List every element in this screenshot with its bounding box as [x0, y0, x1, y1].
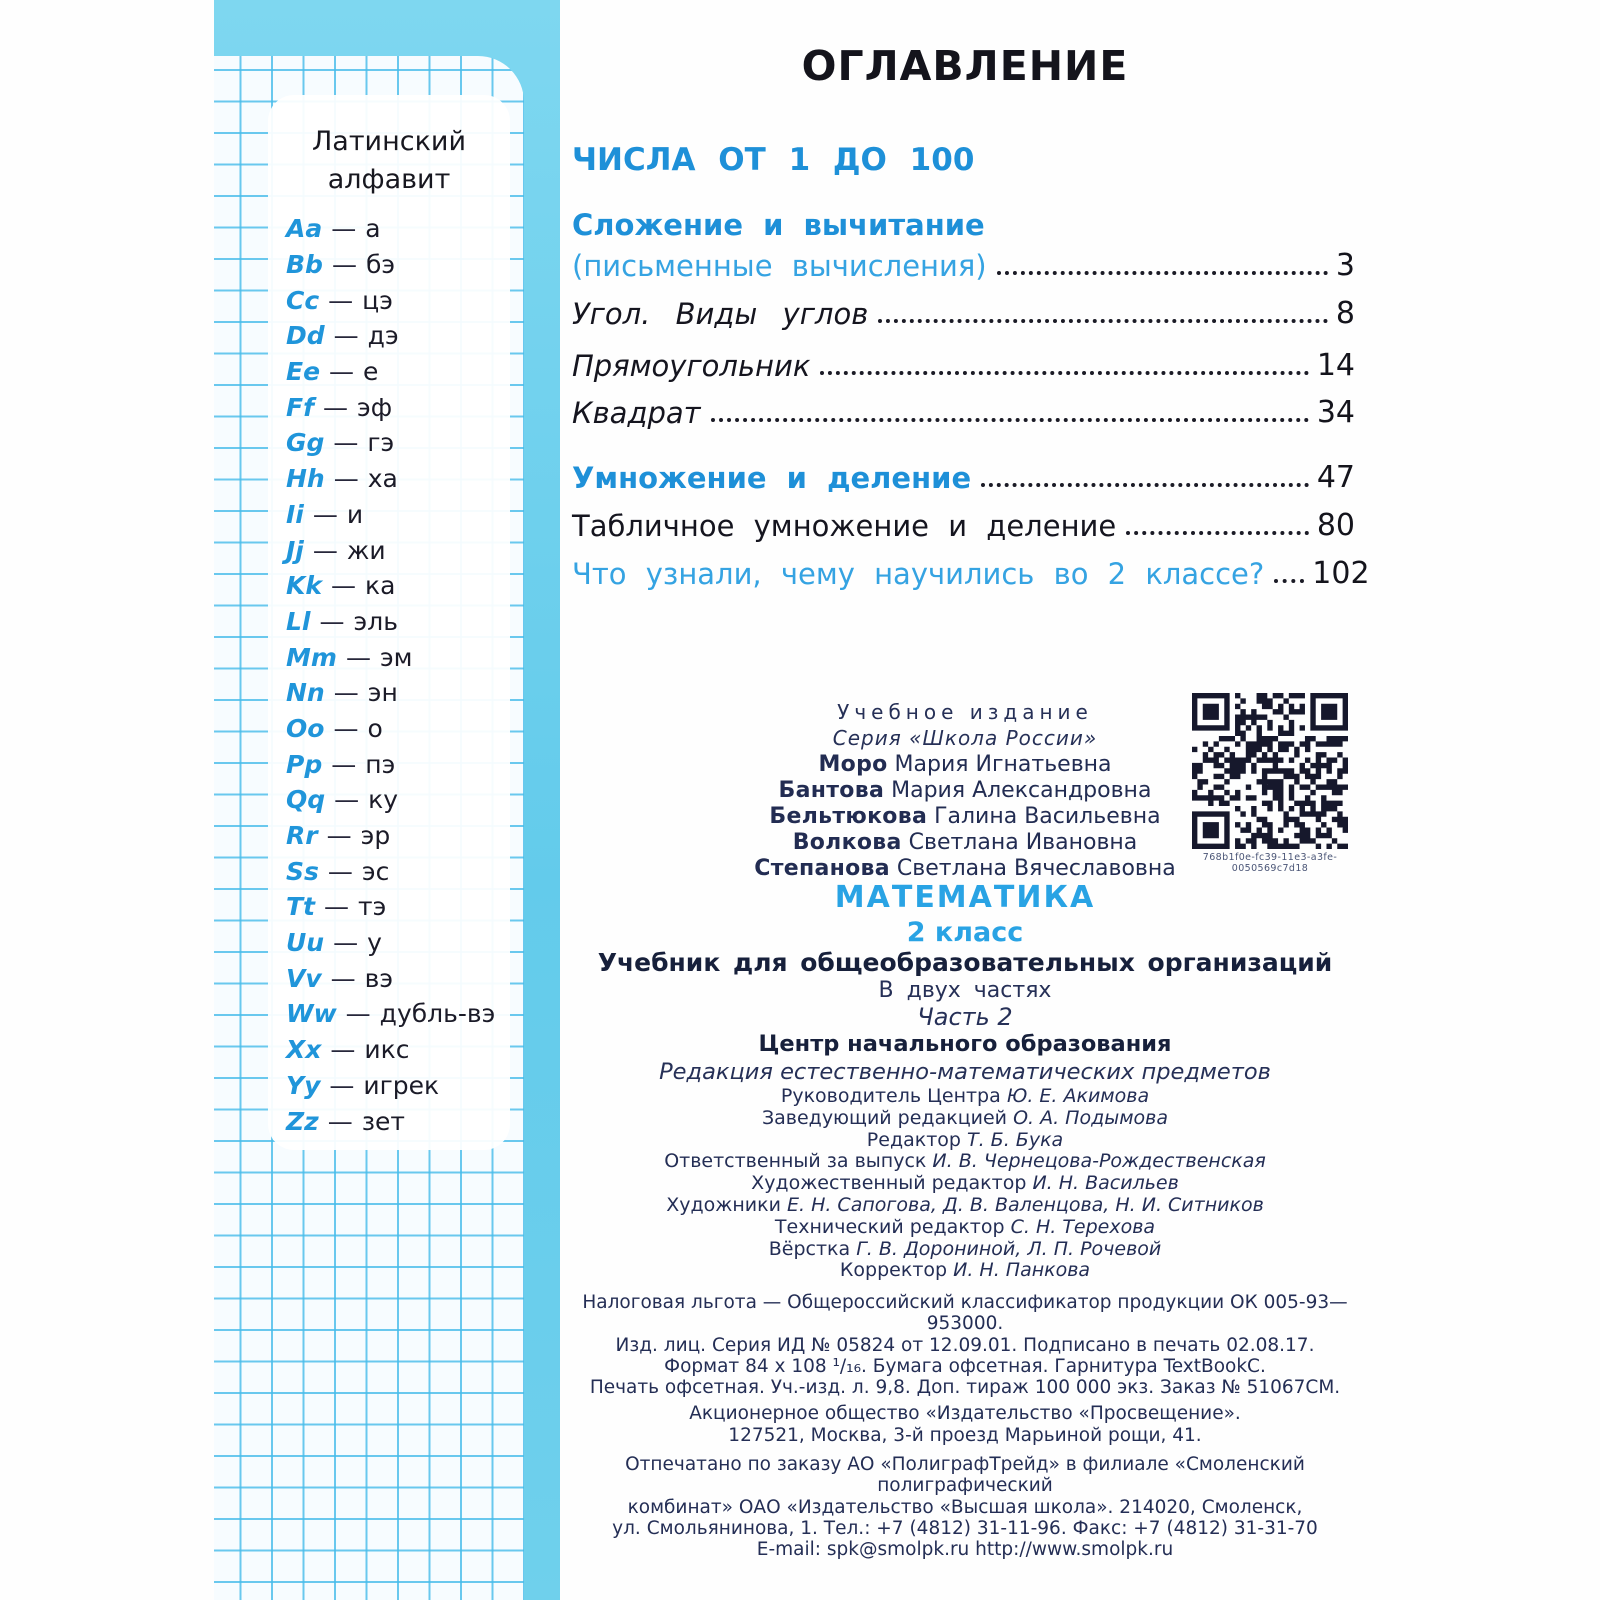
dash: —	[330, 1035, 356, 1065]
toc-entry-label: Квадрат	[572, 396, 701, 430]
book-part: Часть 2	[917, 1003, 1013, 1031]
letter-name: гэ	[367, 428, 395, 458]
latin-letter-pair: Dd	[286, 321, 325, 351]
book-title: МАТЕМАТИКА	[834, 880, 1096, 915]
credit-role: Редактор	[866, 1128, 961, 1151]
dash: —	[333, 713, 359, 743]
edition-label: Учебное издание	[837, 700, 1093, 724]
alphabet-row	[286, 354, 510, 390]
dash: —	[331, 214, 357, 244]
toc-entry	[572, 296, 1355, 331]
alphabet-row	[286, 1103, 510, 1139]
letter-name: дубль-вэ	[379, 999, 496, 1029]
letter-name: икс	[364, 1035, 410, 1065]
alphabet-row	[286, 318, 510, 354]
credit-name: С. Н. Терехова	[1010, 1215, 1156, 1238]
author-name: Светлана Вячеславовна	[896, 856, 1176, 881]
letter-name: тэ	[358, 892, 387, 922]
credit-name: И. В. Чернецова-Рождественская	[932, 1150, 1266, 1173]
toc-page-number: 80	[1316, 508, 1355, 543]
dash: —	[331, 571, 356, 601]
dot-leader	[878, 319, 1328, 323]
alphabet-row	[286, 425, 510, 461]
toc-page-number: 8	[1335, 296, 1355, 331]
alphabet-row	[286, 282, 510, 318]
publishing-center: Центр начального образования	[758, 1031, 1172, 1057]
alphabet-title	[268, 123, 510, 199]
alphabet-row	[286, 746, 510, 782]
legal-line: E-mail: spk@smolpk.ru http://www.smolpk.ru	[756, 1539, 1174, 1561]
dash: —	[333, 428, 359, 458]
legal-line: Изд. лиц. Серия ИД № 05824 от 12.09.01. Подписано в печать 02.08.17.	[615, 1334, 1315, 1356]
alphabet-row	[286, 711, 510, 747]
toc-entry-label: Что узнали, чему научились во 2 классе?	[572, 557, 1265, 591]
alphabet-row	[286, 675, 510, 711]
legal-line: Отпечатано по заказу АО «ПолиграфТрейд» в филиале «Смоленский полиграфический	[625, 1454, 1305, 1497]
dash: —	[331, 749, 357, 779]
letter-name: жи	[346, 535, 386, 565]
alphabet-row	[286, 853, 510, 889]
toc-entry	[572, 348, 1355, 383]
letter-name: дэ	[367, 321, 399, 351]
latin-letter-pair: Bb	[286, 250, 323, 280]
dash: —	[330, 963, 356, 993]
latin-alphabet-panel	[268, 95, 510, 1150]
dot-leader	[981, 483, 1309, 487]
legal-line: Формат 84 х 108 ¹/₁₆. Бумага офсетная. Гарнитура TextBookC.	[664, 1355, 1266, 1377]
alphabet-row	[286, 925, 510, 961]
credit-name: Г. В. Дорониной, Л. П. Рочевой	[856, 1237, 1162, 1260]
latin-letter-pair: Yy	[286, 1070, 321, 1100]
letter-name: вэ	[364, 963, 394, 993]
latin-letter-pair: Gg	[286, 428, 325, 458]
dash: —	[322, 392, 348, 422]
letter-name: цэ	[362, 285, 393, 315]
alphabet-row	[286, 960, 510, 996]
toc-entry	[572, 395, 1355, 430]
dash: —	[312, 535, 338, 565]
toc-page-number: 102	[1312, 556, 1370, 591]
latin-letter-pair: Mm	[286, 642, 337, 672]
toc-entry	[572, 208, 1355, 242]
dash: —	[324, 892, 350, 922]
latin-letter-pair: Zz	[286, 1106, 319, 1136]
qr-code	[1192, 693, 1348, 849]
latin-letter-pair: Ff	[286, 392, 314, 422]
dash: —	[329, 1070, 355, 1100]
latin-letter-pair: Nn	[286, 678, 325, 708]
alphabet-row	[286, 782, 510, 818]
toc-page-number: 3	[1335, 248, 1355, 283]
dash: —	[331, 250, 357, 280]
book-parts: В двух частях	[878, 978, 1052, 1003]
credit-name: И. Н. Панкова	[953, 1259, 1091, 1282]
dash: —	[333, 464, 359, 494]
toc-section-heading: ЧИСЛА ОТ 1 ДО 100	[572, 142, 975, 178]
dash: —	[345, 642, 371, 672]
author-surname: Бельтюкова	[769, 804, 928, 829]
latin-letter-pair: Aa	[286, 214, 323, 244]
credit-line	[560, 1173, 1370, 1195]
letter-name: ка	[365, 571, 396, 601]
latin-letter-pair: Hh	[286, 464, 325, 494]
latin-letter-pair: Kk	[286, 571, 322, 601]
letter-name: эль	[353, 606, 398, 636]
credit-role: Ответственный за выпуск	[664, 1150, 927, 1173]
latin-letter-pair: Qq	[286, 785, 326, 815]
credit-line	[560, 1260, 1370, 1282]
author-name: Мария Игнатьевна	[894, 752, 1112, 777]
credit-name: О. А. Подымова	[1013, 1106, 1169, 1129]
credit-role: Вёрстка	[768, 1237, 851, 1260]
legal-line: Налоговая льгота — Общероссийский классификатор продукции ОК 005-93—953000.	[582, 1292, 1348, 1335]
latin-letter-pair: Vv	[286, 963, 322, 993]
letter-name: о	[367, 713, 383, 743]
author-name: Мария Александровна	[891, 778, 1152, 803]
toc-entry-label: Угол. Виды углов	[572, 297, 869, 331]
author-name: Светлана Ивановна	[908, 830, 1138, 855]
toc-entry-label: Прямоугольник	[572, 349, 811, 383]
letter-name: у	[367, 928, 382, 958]
letter-name: зет	[361, 1106, 405, 1136]
dash: —	[312, 499, 338, 529]
dash: —	[334, 785, 360, 815]
dash: —	[319, 606, 345, 636]
alphabet-title-line1: Латинский	[311, 126, 467, 157]
author-surname: Бантова	[778, 778, 885, 803]
credit-role: Художественный редактор	[751, 1172, 1027, 1195]
legal-block	[560, 1292, 1370, 1561]
toc-page-number: 34	[1316, 395, 1355, 430]
letter-name: е	[363, 357, 379, 387]
alphabet-row	[286, 818, 510, 854]
toc-entry-label: Умножение и деление	[572, 461, 972, 495]
credit-line	[560, 1108, 1370, 1130]
dot-leader	[820, 371, 1308, 375]
series-label: Серия «Школа России»	[832, 726, 1098, 750]
alphabet-row	[286, 389, 510, 425]
letter-name: ку	[368, 785, 399, 815]
dash: —	[328, 285, 354, 315]
letter-name: эм	[379, 642, 413, 672]
author-surname: Степанова	[754, 856, 890, 881]
toc-page-number: 47	[1316, 460, 1355, 495]
letter-name: бэ	[365, 250, 396, 280]
legal-line: 127521, Москва, 3-й проезд Марьиной рощи, 41.	[728, 1424, 1202, 1446]
dot-leader	[1126, 531, 1309, 535]
alphabet-row	[286, 497, 510, 533]
dash: —	[326, 821, 352, 851]
latin-letter-pair: Uu	[286, 928, 325, 958]
credit-line	[560, 1086, 1370, 1108]
letter-name: игрек	[363, 1070, 440, 1100]
toc-entry	[572, 556, 1370, 591]
credit-line	[560, 1151, 1370, 1173]
alphabet-row	[286, 604, 510, 640]
alphabet-title-line2: алфавит	[327, 164, 451, 195]
latin-letter-pair: Rr	[286, 821, 318, 851]
dash: —	[327, 1106, 353, 1136]
author-surname: Моро	[818, 752, 888, 777]
book-cover-sidebar	[214, 0, 560, 1600]
latin-letter-pair: Ww	[286, 999, 337, 1029]
toc-entry-label: Табличное умножение и деление	[572, 509, 1117, 543]
latin-letter-pair: Jj	[286, 535, 304, 565]
credit-line	[560, 1130, 1370, 1152]
letter-name: эр	[360, 821, 391, 851]
qr-caption: 768b1f0e-fc39-11e3-a3fe-0050569c7d18	[1202, 852, 1338, 874]
toc-entry	[572, 248, 1355, 283]
latin-letter-pair: Xx	[286, 1035, 322, 1065]
latin-letter-pair: Ii	[286, 499, 304, 529]
latin-letter-pair: Tt	[286, 892, 316, 922]
credits-block	[560, 1086, 1370, 1282]
credit-name: И. Н. Васильев	[1032, 1172, 1179, 1195]
credit-name: Е. Н. Сапогова, Д. В. Валенцова, Н. И. Ситников	[786, 1193, 1264, 1216]
latin-letter-pair: Oo	[286, 713, 325, 743]
dot-leader	[997, 271, 1328, 275]
alphabet-row	[286, 247, 510, 283]
latin-letter-pair: Ss	[286, 856, 319, 886]
toc-entry	[572, 508, 1355, 543]
dash: —	[333, 678, 359, 708]
dash: —	[345, 999, 371, 1029]
credit-role: Художники	[666, 1193, 781, 1216]
page-title: ОГЛАВЛЕНИЕ	[801, 42, 1129, 90]
book-subtitle: Учебник для общеобразовательных организаций	[597, 948, 1333, 977]
credit-role: Заведующий редакцией	[761, 1106, 1008, 1129]
legal-line: Акционерное общество «Издательство «Просвещение».	[689, 1403, 1241, 1425]
dash: —	[329, 357, 355, 387]
dash: —	[333, 321, 359, 351]
author-surname: Волкова	[792, 830, 902, 855]
toc-page-number: 14	[1316, 348, 1355, 383]
credit-role: Технический редактор	[774, 1215, 1005, 1238]
editorial-office: Редакция естественно-математических предметов	[659, 1059, 1271, 1085]
letter-name: эс	[361, 856, 390, 886]
book-grade: 2 класс	[906, 917, 1024, 948]
alphabet-row	[286, 568, 510, 604]
credit-line	[560, 1217, 1370, 1239]
dot-leader	[711, 418, 1309, 422]
latin-letter-pair: Cc	[286, 285, 320, 315]
alphabet-row	[286, 1032, 510, 1068]
latin-letter-pair: Pp	[286, 749, 323, 779]
alphabet-row	[286, 532, 510, 568]
credit-line	[560, 1195, 1370, 1217]
alphabet-row	[286, 639, 510, 675]
latin-letter-pair: Ll	[286, 606, 311, 636]
legal-line: Печать офсетная. Уч.-изд. л. 9,8. Доп. тираж 100 000 экз. Заказ № 51067СМ.	[589, 1377, 1341, 1399]
letter-name: ха	[367, 464, 398, 494]
legal-line: комбинат» ОАО «Издательство «Высшая школа». 214020, Смоленск,	[627, 1496, 1303, 1518]
latin-letter-pair: Ee	[286, 357, 321, 387]
alphabet-row	[286, 996, 510, 1032]
alphabet-list	[268, 211, 510, 1139]
credit-line	[560, 1239, 1370, 1261]
author-name: Галина Васильевна	[934, 804, 1161, 829]
toc-entry-label: (письменные вычисления)	[572, 249, 987, 283]
alphabet-row	[286, 1068, 510, 1104]
letter-name: пэ	[365, 749, 396, 779]
credit-role: Руководитель Центра	[780, 1085, 1001, 1107]
alphabet-row	[286, 461, 510, 497]
toc-entry	[572, 460, 1355, 495]
letter-name: эф	[356, 392, 393, 422]
dash: —	[327, 856, 353, 886]
dot-leader	[1274, 579, 1304, 583]
dash: —	[333, 928, 359, 958]
qr-code-image	[1192, 693, 1348, 849]
alphabet-row	[286, 889, 510, 925]
credit-role: Корректор	[839, 1259, 948, 1282]
credit-name: Ю. Е. Акимова	[1006, 1085, 1150, 1107]
letter-name: и	[346, 499, 364, 529]
legal-line: ул. Смольянинова, 1. Тел.: +7 (4812) 31-11-96. Факс: +7 (4812) 31-31-70	[612, 1517, 1318, 1539]
toc-entry-label: Сложение и вычитание	[572, 208, 985, 242]
letter-name: эн	[367, 678, 398, 708]
letter-name: а	[365, 214, 381, 244]
credit-name: Т. Б. Бука	[967, 1128, 1064, 1151]
alphabet-row	[286, 211, 510, 247]
